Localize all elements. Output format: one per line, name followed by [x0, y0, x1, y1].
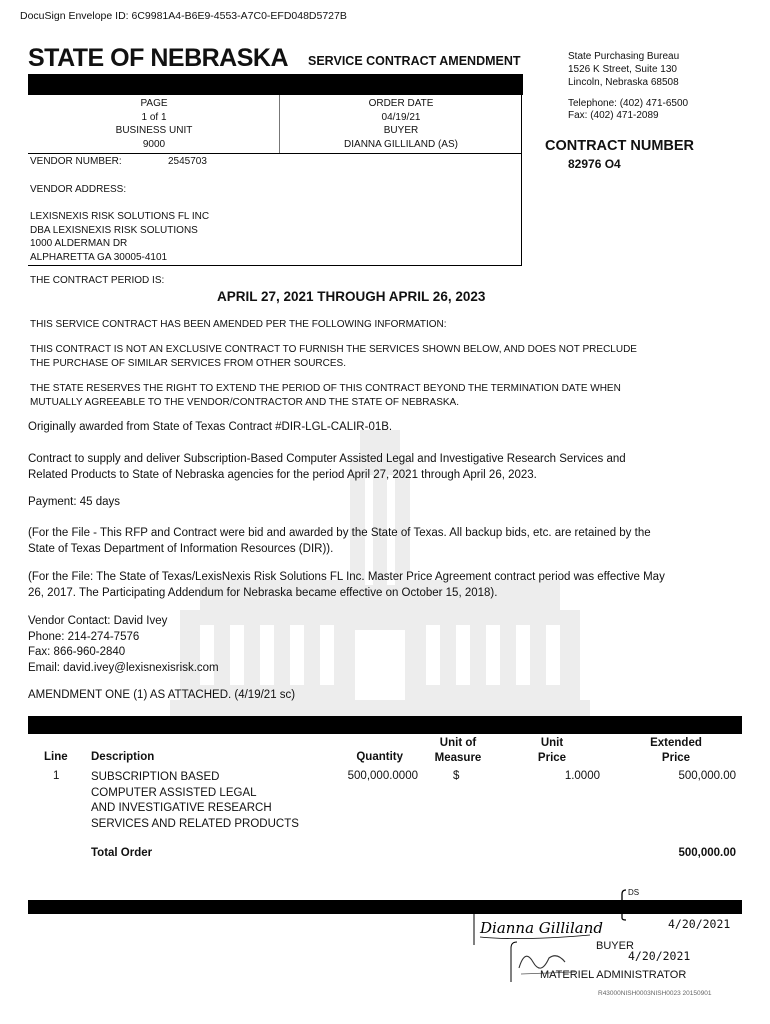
ds-initials-box — [620, 886, 660, 922]
header-line: Extended — [650, 737, 702, 749]
contract-number-label: CONTRACT NUMBER — [545, 138, 695, 154]
col-line-header: Line — [44, 751, 68, 763]
bureau-address — [568, 50, 679, 89]
header-line: Unit — [540, 737, 564, 749]
contract-number: 82976 O4 — [568, 157, 621, 171]
period-label: THE CONTRACT PERIOD IS: — [30, 275, 165, 286]
originally-awarded: Originally awarded from State of Texas Contract #DIR-LGL-CALIR-01B. — [28, 421, 393, 433]
total-value: 500,000.00 — [678, 847, 736, 859]
buyer-role: BUYER — [596, 940, 634, 952]
business-unit-value: 9000 — [142, 138, 166, 150]
table-header-bar — [28, 716, 742, 734]
contact-line: Email: david.ivey@lexisnexisrisk.com — [28, 661, 219, 674]
fax: Fax: (402) 471-2089 — [568, 110, 659, 121]
payment-terms: Payment: 45 days — [28, 496, 121, 508]
paragraph-line: Contract to supply and deliver Subscription-Based Computer Assisted Legal and Investigative Research Services and — [28, 453, 626, 465]
order-info — [282, 97, 520, 151]
buyer-sign-date: 4/20/2021 — [668, 917, 731, 931]
ds-label: DS — [628, 888, 640, 897]
info-vdivider — [279, 95, 280, 153]
vendor-address-line: ALPHARETTA GA 30005-4101 — [30, 251, 168, 263]
vendor-contact — [28, 614, 219, 676]
vendor-number-label: VENDOR NUMBER: — [30, 156, 122, 167]
description-line: SERVICES AND RELATED PRODUCTS — [91, 817, 299, 830]
vendor-address-label: VENDOR ADDRESS: — [30, 184, 127, 195]
clause-line: THIS CONTRACT IS NOT AN EXCLUSIVE CONTRACT TO FURNISH THE SERVICES SHOWN BELOW, AND DOES NOT PRECLUDE — [30, 344, 637, 355]
paragraph-line: (For the File: The State of Texas/LexisNexis Risk Solutions FL Inc. Master Price Agreement contract period was effective May — [28, 571, 665, 583]
file-note-1 — [28, 526, 651, 557]
buyer-label: BUYER — [383, 125, 419, 136]
vendor-number-value: 2545703 — [168, 156, 207, 167]
paragraph-line: State of Texas Department of Information Resources (DIR)). — [28, 542, 334, 555]
contact-line: Phone: 214-274-7576 — [28, 630, 140, 643]
bureau-line: Lincoln, Nebraska 68508 — [568, 77, 679, 88]
page-label: PAGE — [140, 98, 168, 109]
telephone: Telephone: (402) 471-6500 — [568, 98, 689, 109]
reserves-clause — [30, 382, 738, 409]
bureau-line: 1526 K Street, Suite 130 — [568, 64, 677, 75]
contact-line: Vendor Contact: David Ivey — [28, 615, 168, 627]
header-bar — [28, 74, 523, 95]
administrator-role: MATERIEL ADMINISTRATOR — [540, 969, 687, 981]
description-line: AND INVESTIGATIVE RESEARCH — [91, 802, 272, 814]
paragraph-line: 26, 2017. The Participating Addendum for Nebraska became effective on October 15, 2018). — [28, 586, 498, 599]
page-info — [30, 97, 278, 151]
paragraph-line: (For the File - This RFP and Contract were bid and awarded by the State of Texas. All backup bids, etc. are retained by the — [28, 527, 651, 539]
header-line: Price — [661, 752, 691, 764]
buyer-signature-text: Dianna Gilliland — [480, 919, 603, 937]
header-line: Measure — [434, 752, 482, 764]
amendment-note: AMENDMENT ONE (1) AS ATTACHED. (4/19/21 sc) — [28, 689, 296, 701]
total-label: Total Order — [91, 847, 153, 859]
envelope-id: DocuSign Envelope ID: 6C9981A4-B6E9-4553-A7C0-EFD048D5727B — [20, 10, 347, 22]
order-date-value: 04/19/21 — [381, 111, 421, 123]
clause-line: THE STATE RESERVES THE RIGHT TO EXTEND THE PERIOD OF THIS CONTRACT BEYOND THE TERMINATION DATE WHEN — [30, 383, 621, 394]
contact-line: Fax: 866-960-2840 — [28, 646, 126, 658]
vendor-address-line: DBA LEXISNEXIS RISK SOLUTIONS — [30, 224, 198, 236]
row-unit-price: 1.0000 — [564, 770, 600, 782]
col-quantity-header: Quantity — [356, 751, 403, 763]
bureau-contact — [568, 98, 688, 122]
row-extended-price: 500,000.00 — [678, 770, 736, 782]
row-quantity: 500,000.0000 — [347, 770, 418, 782]
row-unit-measure: $ — [453, 770, 460, 782]
business-unit-label: BUSINESS UNIT — [115, 125, 193, 136]
col-description-header: Description — [91, 751, 155, 763]
amended-notice: THIS SERVICE CONTRACT HAS BEEN AMENDED PER THE FOLLOWING INFORMATION: — [30, 319, 447, 330]
col-unit-measure-header — [418, 736, 498, 766]
paragraph-line: Related Products to State of Nebraska agencies for the period April 27, 2021 through April 26, 2023. — [28, 468, 537, 481]
admin-sign-date: 4/20/2021 — [628, 949, 691, 963]
description-line: SUBSCRIPTION BASED — [91, 771, 220, 783]
contract-period: APRIL 27, 2021 THROUGH APRIL 26, 2023 — [217, 289, 486, 304]
order-date-label: ORDER DATE — [368, 98, 434, 109]
clause-line: THE PURCHASE OF SIMILAR SERVICES FROM OTHER SOURCES. — [30, 357, 346, 369]
form-footer-code: R43000NISH0003NISH0023 20150901 — [598, 990, 712, 997]
doc-type: SERVICE CONTRACT AMENDMENT — [308, 54, 521, 68]
state-title: STATE OF NEBRASKA — [28, 44, 289, 72]
vendor-address — [30, 210, 209, 264]
page-value: 1 of 1 — [141, 111, 167, 123]
supply-paragraph — [28, 452, 626, 483]
header-line: Price — [537, 752, 567, 764]
file-note-2 — [28, 570, 665, 601]
row-line: 1 — [53, 770, 60, 782]
row-description — [91, 770, 299, 832]
col-unit-price-header — [512, 736, 592, 766]
buyer-value: DIANNA GILLILAND (AS) — [344, 138, 458, 150]
bureau-line: State Purchasing Bureau — [568, 51, 680, 62]
vendor-address-line: LEXISNEXIS RISK SOLUTIONS FL INC — [30, 211, 210, 222]
info-divider — [28, 153, 522, 154]
col-extended-price-header — [636, 736, 716, 766]
vendor-address-line: 1000 ALDERMAN DR — [30, 238, 128, 249]
header-line: Unit of — [439, 737, 477, 749]
description-line: COMPUTER ASSISTED LEGAL — [91, 786, 257, 799]
clause-line: MUTUALLY AGREEABLE TO THE VENDOR/CONTRACTOR AND THE STATE OF NEBRASKA. — [30, 396, 459, 408]
nonexclusive-clause — [30, 343, 738, 370]
